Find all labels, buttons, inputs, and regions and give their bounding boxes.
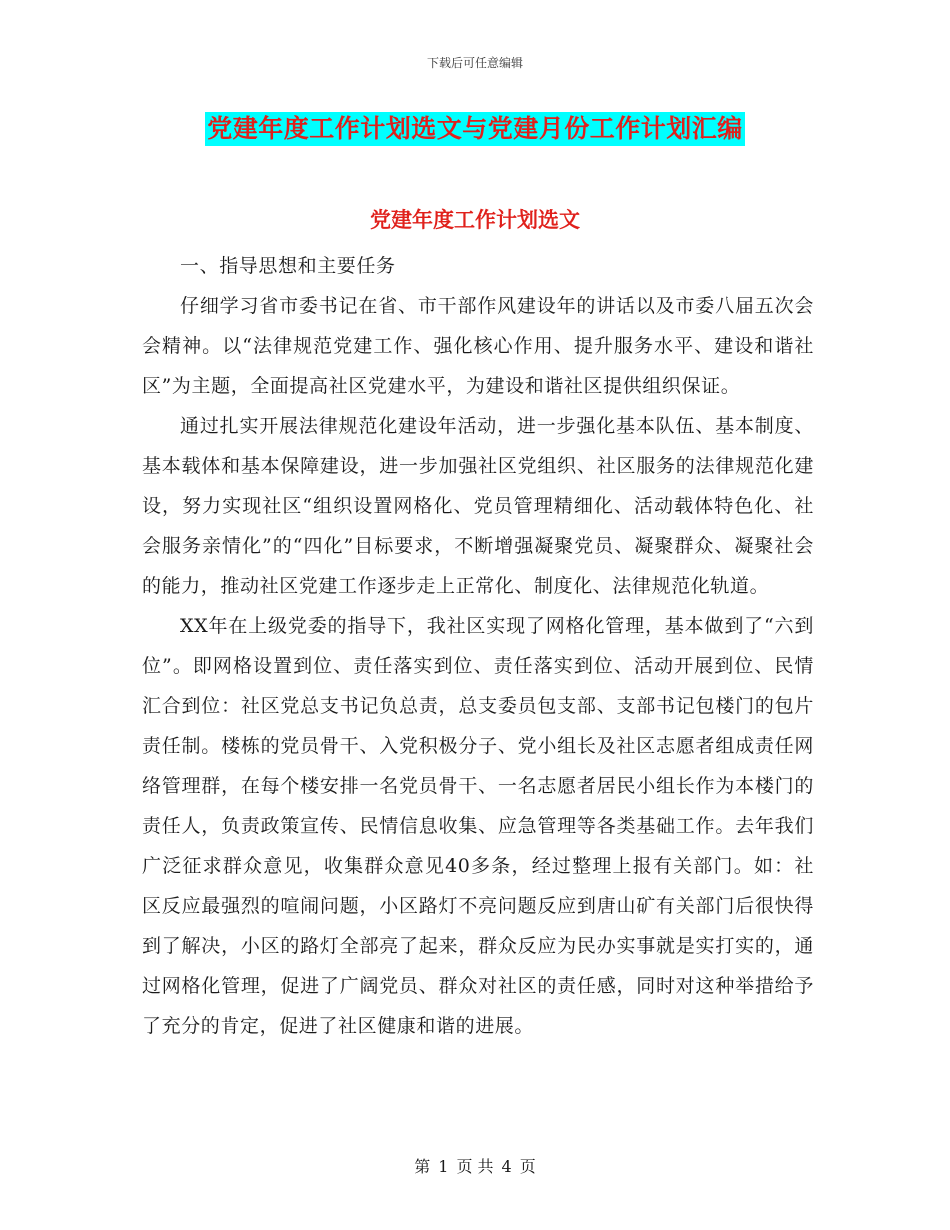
paragraph: 通过扎实开展法律规范化建设年活动，进一步强化基本队伍、基本制度、基本载体和基本保障建设，进一步加强社区党组织、社区服务的法律规范化建设，努力实现社区“组织设置网格化、党员管理精细化、活动载体特色化、社会服务亲情化”的“四化”目标要求，不断增强凝聚党员、凝聚群众、凝聚社会的能力，推动社区党建工作逐步走上正常化、制度化、法律规范化轨道。 xyxy=(142,415,814,597)
page-number: 1 xyxy=(438,1157,449,1176)
header-note: 下载后可任意编辑 xyxy=(426,56,523,70)
footer-middle: 页 共 xyxy=(456,1157,494,1176)
total-pages: 4 xyxy=(501,1157,512,1176)
main-title-wrap xyxy=(0,112,950,146)
paragraph: 仔细学习省市委书记在省、市干部作风建设年的讲话以及市委八届五次会会精神。以“法律规范党建工作、强化核心作用、提升服务水平、建设和谐社区”为主题，全面提高社区党建水平，为建设和谐社区提供组织保证。 xyxy=(142,295,814,397)
main-title: 党建年度工作计划选文与党建月份工作计划汇编 xyxy=(205,112,745,146)
section-title: 党建年度工作计划选文 xyxy=(370,207,580,232)
heading-guiding-ideology: 一、指导思想和主要任务 xyxy=(180,255,396,277)
document-body xyxy=(142,246,814,1046)
footer-suffix: 页 xyxy=(519,1157,536,1176)
footer-prefix: 第 xyxy=(414,1157,431,1176)
page-footer xyxy=(0,1154,950,1177)
paragraph: XX年在上级党委的指导下，我社区实现了网格化管理，基本做到了“六到位”。即网格设置到位、责任落实到位、责任落实到位、活动开展到位、民情汇合到位：社区党总支书记负总责，总支委员包支部、支部书记包楼门的包片责任制。楼栋的党员骨干、入党积极分子、党小组长及社区志愿者组成责任网络管理群，在每个楼安排一名党员骨干、一名志愿者居民小组长作为本楼门的责任人，负责政策宣传、民情信息收集、应急管理等各类基础工作。去年我们广泛征求群众意见，收集群众意见40多条，经过整理上报有关部门。如：社区反应最强烈的喧闹问题，小区路灯不亮问题反应到唐山矿有关部门后很快得到了解决，小区的路灯全部亮了起来，群众反应为民办实事就是实打实的，通过网格化管理，促进了广阔党员、群众对社区的责任感，同时对这种举措给予了充分的肯定，促进了社区健康和谐的进展。 xyxy=(142,615,814,1037)
